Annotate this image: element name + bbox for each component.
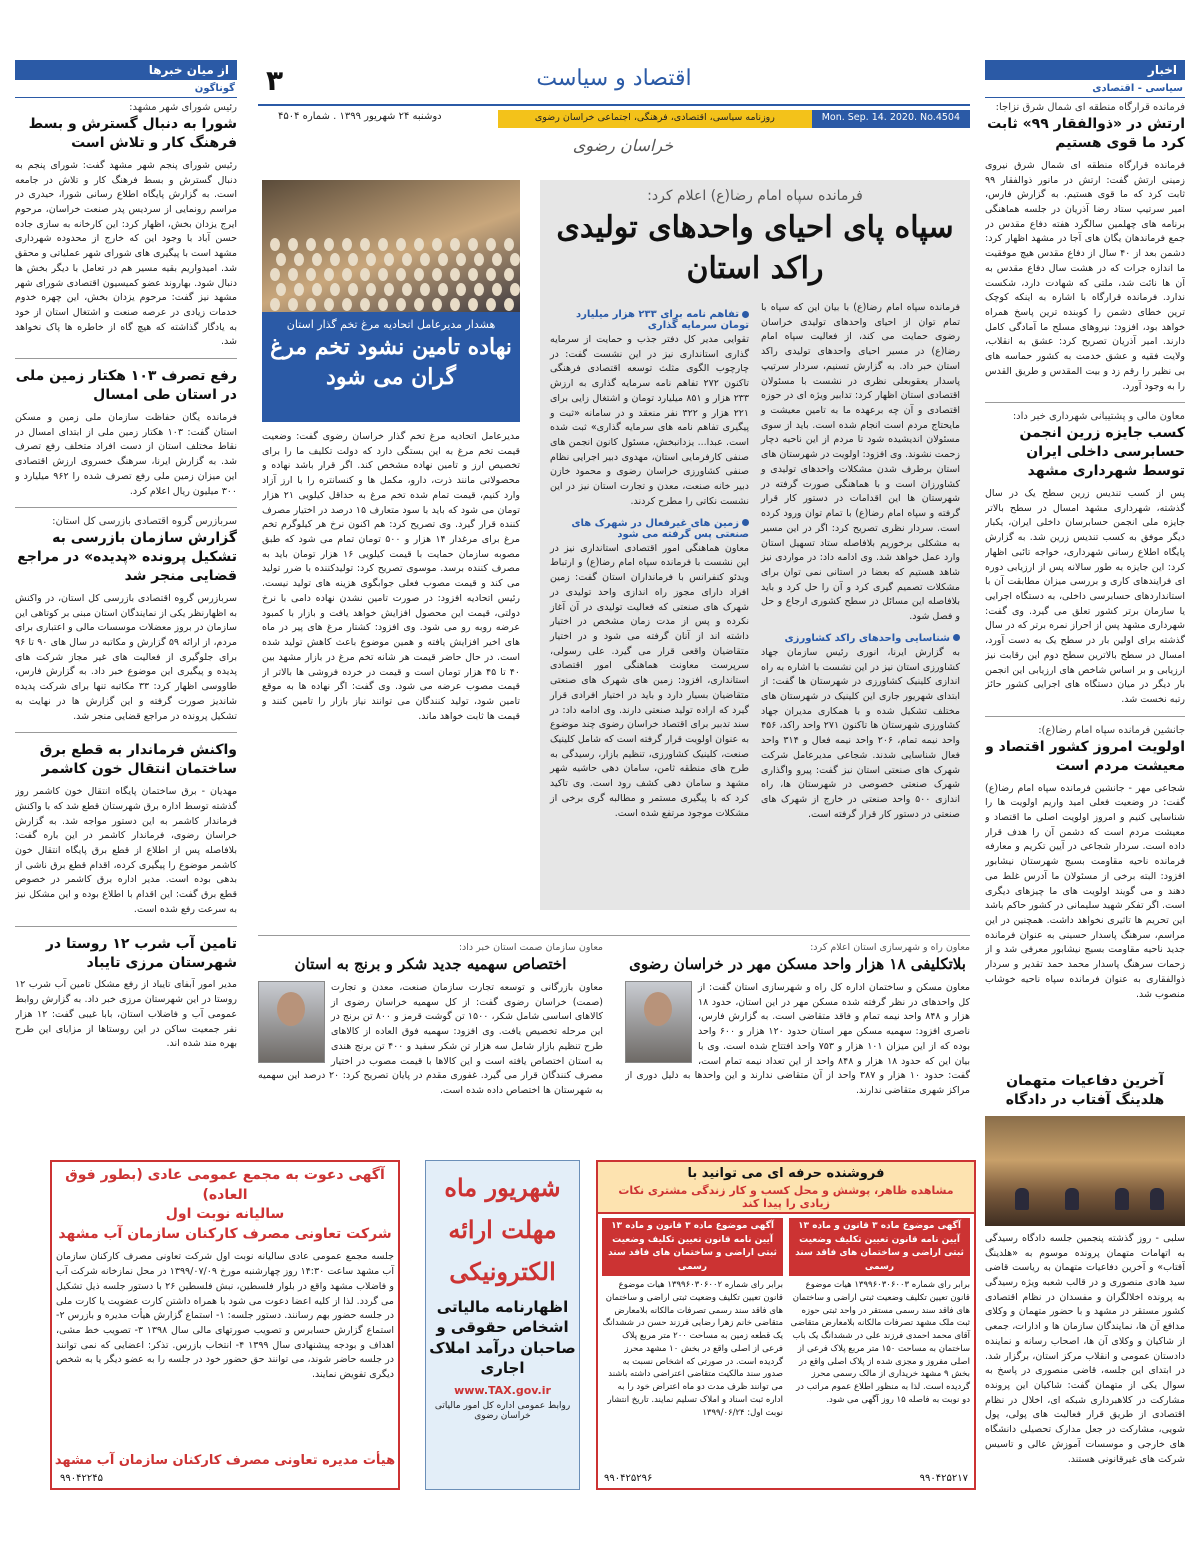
egg-shape: [384, 283, 394, 296]
person-figure: [1015, 1188, 1029, 1210]
official-portrait-photo: [625, 981, 692, 1063]
article-kicker: معاون سازمان صمت استان خبر داد:: [458, 942, 603, 953]
lead-column-left: [550, 301, 749, 822]
ad-code: ۹۹۰۴۲۲۴۵: [60, 1473, 103, 1484]
ad-headline: شهریور ماه: [444, 1173, 561, 1202]
egg-shape: [270, 238, 280, 251]
page-number: ۳: [266, 64, 284, 97]
egg-shape: [324, 268, 334, 281]
article-body: فرمانده سپاه امام رضا(ع) با بیان این که سپاه با تمام توان از احیای واحدهای تولیدی خراسان رضوی حمایت می کند، از فعالیت سپاه امام رضا(ع) در مسیر احیای واحدهای تولیدی راکد استان خبر داد. به گزارش تسنیم، سردار سرتیپ پاسدار یعقوبعلی نظری در نشست با مسئولان اقتصادی استان اظهار کرد: تدابیر ویژه ای در حوزه اقتصادی و آن چه برعهده ما به تامین معیشت و مایحتاج مردم است انجام شده است. باید از سوی مسئولان اندیشیده شود تا مردم از این ناحیه دچار زحمت نشوند. وی افزود: اولویت در شهرستان های استان برطرف شدن مشکلات واحدهای تولیدی و کشاورزان است و با هماهنگی صورت گرفته در شهرستان ها این اقدامات در دستور کار قرار گرفته و سپاه امام رضا(ع) با تمام توان ورود کرده است. سردار نظری تصریح کرد: اگر در این مسیر به مشکلی برخوریم بلافاصله ستاد تسهیل استان وارد عمل خواهد شد. وی ادامه داد: در مواردی نیز شاهد هستیم که بعضا در استانی نمی توان برای مشکلات تصمیم گیری کرد و آن را حل کرد و باید بلافاصله این مسائل در سطح کشوری ارجاع و حل و فصل شود.: [761, 302, 960, 623]
egg-shape: [504, 298, 514, 311]
article-body: رئیس شورای پنجم شهر مشهد گفت: شورای پنجم به دنبال گسترش و بسط فرهنگ کار و تلاش در جامعه است. به گزارش پایگاه اطلاع رسانی شورا، حیدری در مراسم رونمایی از سردیس پدر صنعت خراسان، مرحوم ایرج یزدان بخش، اظهار کرد: این کارخانه به سازی جاده حسن آباد با وجود این که خارج از محدوده شهرداری مشهد است با پیگیری های شورای شهر عملیاتی و محقق شد. امیدواریم بقیه مسیر هم در تعامل با دیگر بخش ها دنبال شود. بهاروند عضو کمیسیون اقتصادی شورای شهر مشهد نیز گفت: مرحوم یزدان بخش، این چهره خدوم خدمات زیادی در عرصه صنعت و اشتغال استان از خود به یادگار گذاشته که هیچ گاه از خاطره ها پاک نخواهد شد.: [15, 159, 237, 348]
article-kicker: رئیس شورای شهر مشهد:: [129, 102, 237, 113]
newspaper-logo: خراسان رضوی: [572, 136, 674, 155]
left-column-subtag: گوناگون: [15, 80, 237, 98]
egg-shape: [450, 298, 460, 311]
egg-shape: [474, 283, 484, 296]
ad-body: جلسه مجمع عمومی عادی سالیانه نوبت اول شرکت تعاونی مصرف کارکنان سازمان آب مشهد ساعت ۱۴:۳۰ روز چهارشنبه مورخ ۱۳۹۹/۰۷/۰۹ در محل نمازخانه شرکت آب و فاضلاب مشهد واقع در بلوار فلسطین، نبش فلسطین ۲۶ با دستور جلسه ذیل تشکیل می گردد. لذا از کلیه اعضا دعوت می شود با همراه داشتن کارت عضویت یا کارت ملی در جلسه حضور بهم رسانند. دستور جلسه: ۱- استماع گزارش هیأت مدیره و بازرس ۲- استماع گزارش حسابرس و تصویب صورتهای مالی سال ۱۳۹۸ ۳- تصویب خط مشی، اهداف و بودجه پیشنهادی سال ۱۳۹۹ ۴- انتخاب بازرس. تذکر: اعضایی که نمی توانند در جلسه حاضر شوند، می توانند حق حضور خود در جلسه را به عضو دیگر یا به شخص دیگری تفویض نمایند.: [56, 1251, 395, 1381]
egg-shape: [378, 268, 388, 281]
divider: [15, 732, 237, 733]
article-body: مهدیان - برق ساختمان پایگاه انتقال خون کاشمر روز گذشته توسط اداره برق شهرستان قطع شد که با واکنش فرماندار کاشمر به این دستور مواجه شد. به گزارش خراسان رضوی، فرماندار کاشمر در این باره گفت: بلافاصله پس از اطلاع از قطع برق پایگاه انتقال خون کاشمر موضوع را پیگیری کرده، اقدام قطع برق ناشی از بدهی بوده است. مدیر اداره برق کاشمر در خصوص قطع برق گفت: این اقدام با اطلاع بوده و این مشکل نیز به سرعت رفع شده است.: [15, 786, 237, 915]
notice-heading: آگهی موضوع ماده ۳ قانون و ماده ۱۳ آیین نامه قانون تعیین تکلیف وضعیت ثبتی اراضی و ساختمان های فاقد سند رسمی: [602, 1218, 783, 1276]
article-kicker: سربازرس گروه اقتصادی بازرسی کل استان:: [52, 516, 237, 528]
article-headline[interactable]: ارتش در «ذوالفقار ۹۹» ثابت کرد ما قوی هستیم: [987, 116, 1185, 151]
article-kicker: معاون مالی و پشتیبانی شهرداری خبر داد:: [1012, 411, 1185, 423]
ad-headline: آگهی دعوت به مجمع عمومی عادی (بطور فوق العاده): [65, 1167, 385, 1203]
subheading: [550, 518, 749, 540]
divider: [15, 507, 237, 508]
egg-shape: [348, 253, 358, 266]
egg-kicker: هشدار مدیرعامل اتحادیه مرغ تخم گذار استان: [286, 318, 496, 331]
egg-shape: [270, 268, 280, 281]
egg-shape: [420, 283, 430, 296]
masthead-bar: [498, 110, 970, 128]
lead-column-right: [761, 301, 960, 822]
egg-shape: [342, 298, 352, 311]
article-body: فرمانده یگان حفاظت سازمان ملی زمین و مسکن استان گفت: ۱۰۳ هکتار زمین ملی از ابتدای امسال در نقاط مختلف استان از دست افراد متخلف رفع تصرف شد. به گزارش ایرنا، سرهنگ خسروی ارزش اقتصادی این میزان زمین ملی رفع تصرف شده را ۹۶۲ میلیارد و ۳۰۰ میلیون ریال اعلام کرد.: [15, 411, 237, 497]
article-body: سلبی - روز گذشته پنجمین جلسه دادگاه رسیدگی به اتهامات متهمان پرونده موسوم به «هلدینگ آفتاب» و آخرین دفاعیات متهمان به ریاست قاضی سید هادی منصوری و در قالب شعبه ویژه رسیدگی به پرونده اخلالگران و مفسدان در نظام اقتصادی کشور مستقر در مشهد و با حضور متهمان و وکلای مدافع آن ها، نمایندگان سازمان ها و ادارات، جمعی از شاکیان و وکلای آن ها، اصحاب رسانه و نماینده دادستان عمومی و انقلاب مرکز استان، برگزار شد. در ابتدای این جلسه، قاضی منصوری در پاسخ به سوال یکی از متهمان گفت: شاکیان این پرونده مشارکت در کلاهبرداری شبکه ای، اخلال در نظام اقتصادی از طریق قرار فعالیت های پولی، پول شویی، مشارکت در جعل مدارک تحصیلی دانشگاه های خارجی و موسسات آموزش عالی و تاسیس شرکت های غیرقانونی هستند.: [985, 1232, 1185, 1465]
egg-shape: [312, 283, 322, 296]
issue-date-fa: دوشنبه ۲۴ شهریور ۱۳۹۹ . شماره ۴۵۰۴: [278, 111, 442, 122]
masthead-rule: [258, 104, 970, 106]
egg-shape: [270, 298, 280, 311]
ad-code: ۹۹۰۴۲۵۲۹۶: [604, 1473, 653, 1484]
article-body: پس از کسب تندیس زرین سطح یک در سال گذشته، شهرداری مشهد امسال در سطح بالاتر جایزه ملی انجمن حسابرسان داخلی ایران، یکبار دیگر موفق به کسب تندیس زرین شد. به گزارش پایگاه اطلاع رسانی شهرداری، خواجه تائبی اظهار کرد: این جایزه به طور سالانه پس از ارزیابی دوره ای فرایندهای کاری و بررسی میزان مطابقت آن با استانداردهای حسابرسی داخلی، به دستگاه اجرایی یا سازمان برتر کشور تعلق می گیرد. وی گفت: شهرداری مشهد پس از احراز نمره برتر که در سال گذشته برای اولین بار در سطح یک به دست آورد، امسال در سطح بالاترین سطح دوم این رقابت نیز ارزیابی و بر اساس شاخص های ارزیابی این انجمن بار دیگر در میان دستگاه های اجرایی کشور حائز رتبه نخست شد.: [985, 487, 1185, 706]
notice-heading: آگهی موضوع ماده ۳ قانون و ماده ۱۳ آیین نامه قانون تعیین تکلیف وضعیت ثبتی اراضی و ساختمان های فاقد سند رسمی: [789, 1218, 970, 1276]
egg-shape: [486, 238, 496, 251]
egg-shape: [360, 298, 370, 311]
egg-shape: [396, 268, 406, 281]
right-column-tag: اخبار: [985, 60, 1185, 80]
egg-shape: [342, 268, 352, 281]
egg-shape: [348, 283, 358, 296]
egg-shape: [324, 298, 334, 311]
tax-website-link[interactable]: www.TAX.gov.ir: [454, 1384, 551, 1397]
court-article: [985, 1070, 1185, 1550]
subheading: [550, 309, 749, 331]
tax-ad: [425, 1160, 580, 1490]
article-headline[interactable]: شورا به دنبال گسترش و بسط فرهنگ کار و تلاش است: [28, 116, 237, 151]
subheading: [761, 633, 960, 644]
egg-shape: [438, 253, 448, 266]
egg-shape: [510, 283, 520, 296]
article-kicker: معاون راه و شهرسازی استان اعلام کرد:: [810, 942, 970, 953]
divider: [985, 716, 1185, 717]
egg-shape: [468, 268, 478, 281]
egg-shape: [504, 238, 514, 251]
notice: [602, 1218, 783, 1419]
egg-shape: [366, 253, 376, 266]
ad-banner: [598, 1162, 974, 1214]
courtroom-photo: [985, 1116, 1185, 1226]
housing-article: [625, 936, 970, 1136]
ad-signature: هیأت مدیره تعاونی مصرف کارکنان سازمان آب مشهد: [54, 1453, 396, 1468]
article-headline[interactable]: واکنش فرماندار به قطع برق ساختمان انتقال خون کاشمر: [39, 742, 237, 778]
subheading-text: شناسایی واحدهای راکد کشاورزی: [784, 632, 950, 644]
article-headline[interactable]: تامین آب شرب ۱۲ روستا در شهرستان مرزی تایباد: [45, 935, 237, 971]
person-figure: [1065, 1188, 1079, 1210]
egg-shape: [450, 268, 460, 281]
article-body: معاون هماهنگی امور اقتصادی استانداری نیز در این نشست با فرمانده سپاه امام رضا(ع) و ارتباط ویدئو کنفرانس با فرمانداران استان گفت: زمین افراد دارای مجوز راه اندازی واحد تولیدی در شهرک های صنعتی که فعالیت تولیدی در آن آغاز نکرده و پس از مدت زمان مشخص در اختیار داشته اند از آنان گرفته می شود و در اختیار متقاضیان واقعی قرار می گیرد. علی رسولی، سرپرست معاونت هماهنگی امور اقتصادی استانداری، افزود: زمین های شهرک های صنعتی متقاضیان بسیار دارد و باید در اختیار افرادی قرار گیرد که اراده تولید صنعتی دارند. وی ادامه داد: در سند تدبیر برای اقتصاد خراسان رضوی چند موضوع به عنوان اولویت قرار گرفته است که شامل کلینیک صنعت، کلینیک کشاورزی، تنظیم بازار، رسیدگی به طرح های منطقه ثامن، سامان دهی حاشیه شهر مشهد و سامان دهی کشف رود است. وی تاکید کرد که با پیگیری مستمر و مطالبه گری برخی از مشکلات موجود مرتفع شده است.: [550, 542, 749, 819]
egg-shape: [504, 268, 514, 281]
egg-shape: [450, 238, 460, 251]
bullet-icon: [953, 634, 960, 641]
egg-shape: [438, 283, 448, 296]
bullet-icon: [742, 311, 749, 318]
ad-organization: روابط عمومی اداره کل امور مالیاتی خراسان رضوی: [434, 1401, 571, 1421]
ad-codes: [598, 1473, 974, 1484]
notice-body: برابر رای شماره ۱۳۹۹۶۰۳۰۶۰۰۳ هیات موضوع قانون تعیین تکلیف وضعیت ثبتی اراضی و ساختمان های فاقد سند رسمی مستقر در واحد ثبتی حوزه ثبت ملک مشهد تصرفات مالکانه بلامعارض متقاضی آقای محمد احمدی فرزند علی در ششدانگ یک باب ساختمان به مساحت ۱۵۰ متر مربع پلاک فرعی از اصلی مفروز و مجزی شده از پلاک اصلی واقع در بخش ۹ مشهد خریداری از مالک رسمی محرز گردیده است. لذا به منظور اطلاع عموم مراتب در دو نوبت به فاصله ۱۵ روز آگهی می شود.: [790, 1280, 970, 1405]
egg-headline[interactable]: نهاده تامین نشود تخم مرغ گران می شود: [270, 334, 512, 390]
page-masthead: [258, 60, 970, 170]
egg-shape: [456, 253, 466, 266]
egg-shape: [342, 238, 352, 251]
notice-columns: [598, 1214, 974, 1423]
egg-shape: [330, 283, 340, 296]
egg-headline-box: [262, 312, 520, 422]
ad-headline: سالیانه نوبت اول: [165, 1206, 285, 1223]
egg-shape: [402, 283, 412, 296]
lead-kicker: فرمانده سپاه امام رضا(ع) اعلام کرد:: [647, 188, 863, 204]
egg-shape: [276, 253, 286, 266]
egg-shape: [360, 268, 370, 281]
subheading-text: زمین های غیرفعال در شهرک های صنعتی پس گرفته می شود: [571, 517, 749, 540]
egg-shape: [414, 238, 424, 251]
section-title: اقتصاد و سیاست: [536, 66, 692, 91]
person-figure: [1115, 1188, 1129, 1210]
egg-shape: [402, 253, 412, 266]
sugar-rice-article: [258, 936, 603, 1136]
egg-shape: [324, 238, 334, 251]
egg-tray-photo: [262, 180, 520, 312]
article-headline[interactable]: کسب جایزه زرین انجمن حسابرسی داخلی ایران توسط شهرداری مشهد: [1019, 425, 1185, 480]
ad-headline: مهلت ارائه: [448, 1215, 557, 1244]
egg-shape: [468, 298, 478, 311]
article-body: معاون بازرگانی و توسعه تجارت سازمان صنعت، معدن و تجارت (صمت) خراسان رضوی گفت: از کل سهمیه خراسان رضوی از کالاهای اساسی شامل شکر، ۱۵۰۰ تن گوشت قرمز و ۸۰۰ تن برنج در این مرحله تخصیص یافت. وی افزود: سهمیه فوق العاده از کالاهای طرح تنظیم بازار شامل سه هزار تن شکر سفید و ۴۰۰ تن برنج هندی به استان اختصاص یافته است و این کالاها با قیمت مصوب در اختیار مصرف کنندگان قرار می گیرد. غفوری مقدم در پایان تصریح کرد: ۲۰ درصد این سهمیه به شهرستان ها اختصاص داده شده است.: [258, 982, 603, 1097]
egg-shape: [396, 238, 406, 251]
article-kicker: جانشین فرمانده سپاه امام رضا(ع):: [1038, 724, 1185, 736]
egg-shape: [360, 238, 370, 251]
egg-shape: [288, 238, 298, 251]
article-body: شجاعی مهر - جانشین فرمانده سپاه امام رضا(ع) گفت: در وضعیت فعلی امید واریم اولویت ها را شناسایی کنیم و امروز اولویت اصلی ما اقتصاد و معیشت مردم است که دشمن آن را هدف قرار داده است. سردار شجاعی در آیین تکریم و معارفه فرمانده ناحیه مقاومت بسیج شهرستان نیشابور افزود: البته برخی از مسئولان ما آدرس غلط می دهند و می گویند اولویت های ما چیزهای دیگری است. اگر تفکر شهید سلیمانی در کشور حاکم باشد این تحریم ها تاثیری نخواهد داشت. همچنین در این مراسم، سرهنگ پاسدار حسینی به عنوان فرمانده جدید ناحیه مقاومت بسیج نیشابور معرفی شد و از زحمات سرهنگ پاسدار محمد حمد تقدیر و سردار ذوالفقاری به عنوان فرمانده سپاه ناحیه خوشاب منصوب شد.: [985, 782, 1185, 1000]
official-portrait-photo: [258, 981, 325, 1063]
right-column-subtag: سیاسی - اقتصادی: [985, 80, 1185, 98]
egg-shape: [468, 238, 478, 251]
article-kicker: فرمانده قرارگاه منطقه ای شمال شرق نزاجا:: [995, 102, 1185, 113]
article-body: سربازرس گروه اقتصادی بازرسی کل استان، در واکنش به اظهارنظر یکی از نمایندگان استان مبنی بر کوتاهی این سازمان در بروز معضلات موسسات مالی و اعتباری برای مردم، از ارائه ۵۹ گزارش و مکاتبه در سال های ۹۰ تا ۹۶ برای جلوگیری از فعالیت های غیر مجاز شرکت های پدیده و پیگیری این موضوع خبر داد. به گزارش فارس، طاووسی اظهار کرد: ۳۳ مکاتبه تنها برای شرکت پدیده شاندیز صورت گرفته و این گزارش ها در نهایت به تشکیل پرونده در مراجع قضایی منجر شد.: [15, 592, 237, 722]
egg-shape: [432, 238, 442, 251]
egg-shape: [330, 253, 340, 266]
article-body: مدیرعامل اتحادیه مرغ تخم گذار خراسان رضوی گفت: وضعیت قیمت تخم مرغ به این بستگی دارد که دولت تکلیف ما را برای تخصیص ارز و تامین نهاده مشخص کند. اگر قرار باشد نهاده و محصولاتی مانند ذرت، دارو، مکمل ها و کنسانتره را با ارز آزاد وارد کنیم، قیمت تمام شده تخم مرغ به حداقل کیلویی ۲۱ هزار تومان می شود که باید با سود متعارف ۱۵ درصد در اختیار مصرف کننده قرار گیرد. وی تصریح کرد: هم اکنون نرخ هر کیلوگرم تخم مرغ برای مرغدار ۱۴ هزار و ۵۰۰ تومان تمام می شود که طبق مصوبه سازمان حمایت با قیمت کیلویی ۱۶ هزار تومان باید به مصرف کننده برسد. موسوی تصریح کرد: تولیدکننده با ضرر تولید می کند و قیمت مصوب فعلی جوابگوی هزینه های تولید نیست. رئیس اتحادیه افزود: در صورت تامین نشدن نهاده دامی با نرخ دولتی، قیمت این محصول افزایش خواهد یافت و بازار با کمبود عرضه روبه رو می شود. وی افزود: کشتار مرغ های پیر در ماه های اخیر افزایش یافته و همین موضوع باعث کاهش تولید شده است. در حال حاضر قیمت هر شانه تخم مرغ در بازار مشهد بین ۴۰ تا ۴۵ هزار تومان است و قیمت در خرده فروشی ها بالاتر از قیمت مصوب عرضه می شود. وی گفت: اگر نهاده ها به موقع تامین شود، تولید کنندگان می توانند نیاز بازار را تامین کنند و قیمت ها ثابت خواهد ماند.: [262, 431, 520, 722]
egg-shape: [414, 268, 424, 281]
egg-shape: [384, 253, 394, 266]
egg-article-body: [262, 430, 520, 910]
lead-article: [540, 180, 970, 910]
egg-shape: [396, 298, 406, 311]
egg-shape: [276, 283, 286, 296]
person-figure: [1150, 1188, 1164, 1210]
egg-shape: [288, 268, 298, 281]
article-headline[interactable]: اولویت امروز کشور اقتصاد و معیشت مردم است: [985, 738, 1185, 774]
subheading-text: تفاهم نامه برای ۲۳۳ هزار میلیارد تومان سرمایه گذاری: [576, 309, 749, 331]
ad-code: ۹۹۰۴۲۵۲۱۷: [919, 1473, 968, 1484]
article-body: مدیر امور آبفای تایباد از رفع مشکل تامین آب شرب ۱۲ روستا در این شهرستان مرزی خبر داد. به گزارش روابط عمومی آب و فاضلاب استان، بابا غیبی گفت: ۱۲ هزار نفر جمعیت ساکن در این روستاها از مزایای این طرح بهره مند شده اند.: [15, 979, 237, 1050]
paper-description: روزنامه سیاسی، اقتصادی، فرهنگی، اجتماعی خراسان رضوی: [498, 110, 812, 128]
ad-headline: الکترونیکی: [449, 1257, 556, 1286]
egg-shape: [492, 253, 502, 266]
divider: [985, 402, 1185, 403]
article-headline[interactable]: بلاتکلیفی ۱۸ هزار واحد مسکن مهر در خراسان رضوی: [629, 955, 966, 973]
article-body: تقوایی مدیر کل دفتر جذب و حمایت از سرمایه گذاری استانداری نیز در این نشست گفت: در چارچوب الگوی مثلث توسعه اقتصادی فرهنگی تاکنون ۲۷۲ تفاهم نامه سرمایه گذاری به ارزش ۲۳۳ هزار و ۸۵۱ میلیارد تومان و اشتغال زایی برای ۲۲۱ هزار و ۳۲۲ نفر منعقد و در سامانه «ثبت و پیگیری تفاهم نامه های سرمایه گذاری» ثبت شده است. عبدا... یزدانبخش، مسئول کانون انجمن های صنفی کارفرمایی استان، مهدوی دبیر اجرایی نظام صنفی کشاورزی خراسان رضوی و محمود خازن دبیر خانه صنعت، معدن و تجارت استان نیز در این نشست نکاتی را مطرح کردند.: [550, 334, 749, 507]
egg-shape: [492, 283, 502, 296]
notice-body: برابر رای شماره ۱۳۹۹۶۰۳۰۶۰۰۲ هیات موضوع قانون تعیین تکلیف وضعیت ثبتی اراضی و ساختمان های فاقد سند رسمی تصرفات مالکانه بلامعارض متقاضی خانم زهرا رضایی فرزند حسن در ششدانگ یک قطعه زمین به مساحت ۲۰۰ متر مربع پلاک فرعی از اصلی واقع در بخش ۱۰ مشهد محرز گردیده است. در صورتی که اشخاص نسبت به صدور سند مالکیت متقاضی اعتراضی داشته باشند می توانند ظرف مدت دو ماه اعتراض خود را به اداره ثبت اسناد و املاک تسلیم نمایند. تاریخ انتشار نوبت اول: ۱۳۹۹/۰۶/۲۴: [602, 1280, 783, 1418]
legal-notices-ad: [596, 1160, 976, 1490]
egg-shape: [486, 268, 496, 281]
lead-headline[interactable]: سپاه پای احیای واحدهای تولیدی راکد استان: [556, 210, 954, 286]
egg-shape: [432, 268, 442, 281]
ad-headline: فروشنده حرفه ای می توانید با: [687, 1166, 885, 1181]
egg-shape: [432, 298, 442, 311]
egg-shape: [306, 298, 316, 311]
egg-shape: [420, 253, 430, 266]
article-headline[interactable]: گزارش سازمان بازرسی به تشکیل پرونده «پدیده» در مراجع قضایی منجر شد: [17, 530, 237, 584]
lead-columns: [540, 301, 970, 822]
bullet-icon: [742, 519, 749, 526]
notice: [789, 1218, 970, 1419]
divider: [15, 926, 237, 927]
ad-headline: شرکت تعاونی مصرف کارکنان سازمان آب مشهد: [58, 1225, 392, 1242]
egg-shape: [306, 268, 316, 281]
article-headline[interactable]: اختصاص سهمیه جدید شکر و برنج به استان: [294, 955, 567, 973]
egg-shape: [288, 298, 298, 311]
secondary-articles-band: [258, 935, 970, 1136]
egg-shape: [510, 253, 520, 266]
divider: [15, 358, 237, 359]
egg-shape: [294, 253, 304, 266]
left-news-column: [15, 60, 237, 1145]
article-body: معاون مسکن و ساختمان اداره کل راه و شهرسازی استان گفت: از کل واحدهای در نظر گرفته شده مسکن مهر در این استان، حدود ۱۸ هزار و ۸۴۸ واحد نیمه تمام و فاقد متقاضی است. به گزارش فارس، ناصری افزود: سهمیه مسکن مهر استان حدود ۱۲۰ هزار و ۶۰۰ واحد بوده که از این میزان ۱۰۱ هزار و ۷۵۳ واحد افتتاح شده است. وی با بیان این که حدود ۱۸ هزار و ۸۴۸ واحد از این تعداد نیمه تمام است، گفت: حدود ۱۰ هزار و ۳۸۷ واحد از آن متقاضی ندارند و این واحدها به دلیل دوری از مراکز شهری متقاضی ندارند.: [625, 982, 970, 1097]
issue-date-en: Mon. Sep. 14. 2020. No.4504: [812, 110, 970, 128]
article-headline[interactable]: رفع تصرف ۱۰۳ هکتار زمین ملی در استان طی امسال: [15, 368, 237, 404]
egg-shape: [294, 283, 304, 296]
ad-subtitle: مشاهده ظاهر، پوشش و محل کسب و کار زندگی مشتری نکات زیادی را پیدا کند: [618, 1184, 954, 1210]
egg-shape: [486, 298, 496, 311]
article-headline[interactable]: آخرین دفاعیات متهمان هلدینگ آفتاب در دادگاه: [1005, 1073, 1165, 1108]
egg-shape: [474, 253, 484, 266]
egg-shape: [366, 283, 376, 296]
egg-shape: [306, 238, 316, 251]
egg-shape: [414, 298, 424, 311]
egg-shape: [456, 283, 466, 296]
right-news-column: [985, 60, 1185, 1145]
egg-shape: [378, 238, 388, 251]
water-coop-ad: [50, 1160, 400, 1490]
article-body: فرمانده قرارگاه منطقه ای شمال شرق نیروی زمینی ارتش گفت: ارتش در مانور ذوالفقار ۹۹ ثابت کرد که ما قوی هستیم. به گزارش فارس، امیر سرتیپ ستاد رضا آذریان در جلسه هماهنگی برنامه های چهلمین سالگرد هفته دفاع مقدس در جمع فرماندهان یگان های آجا در مشهد اظهار کرد: دشمن بعد از ۴۰ سال از دفاع مقدس هیچ موفقیت ما اندازه جرات که در هشت سال دفاع مقدس به آن ها نائت شد، ملتی که شهادت دارد، شکست ندارد. فرمانده قرارگاه با اشاره به اینکه کوچک ترین خطای دشمن را کوبنده ترین پاسخ همراه خواهد بود، افزود: نیروهای مسلح ما آمادگی کامل دارند. امیر آذریان تصریح کرد: عشق به انقلاب، ولایت فقیه و عشق خدمت به کشور حماسه های بی نظیر را رقم زد و بیت المقدس و طریق القدس را به وجود آورد.: [985, 159, 1185, 392]
egg-shape: [312, 253, 322, 266]
article-body: به گزارش ایرنا، انوری رئیس سازمان جهاد کشاورزی استان نیز در این نشست با اشاره به راه اندازی کلینیک کشاورزی در شهرستان ها گفت: از ابتدای شهریور جاری این کلینیک در شهرستان های مختلف تشکیل شده و با همکاری مدیران جهاد کشاورزی شهرستان ها تاکنون ۲۷۱ واحد راکد، ۴۵۶ واحد نیمه تمام، ۲۰۶ واحد نیمه فعال و ۳۱۴ واحد فعال شناسایی شدند. شجاعی مدیرعامل شرکت شهرک های صنعتی استان نیز گفت: پیرو واگذاری شهرک صنعتی خصوصی در شهرستان ها، راه اندازی ۵۰۰ واحد صنعتی در خارج از شهرک های صنعتی در دستور کار قرار گرفته است.: [761, 646, 960, 820]
ad-subtitle: اظهارنامه مالیاتی اشخاص حقوقی و صاحبان درآمد املاک اجاری: [429, 1298, 576, 1377]
egg-shape: [378, 298, 388, 311]
left-column-tag: از میان خبرها: [15, 60, 237, 80]
